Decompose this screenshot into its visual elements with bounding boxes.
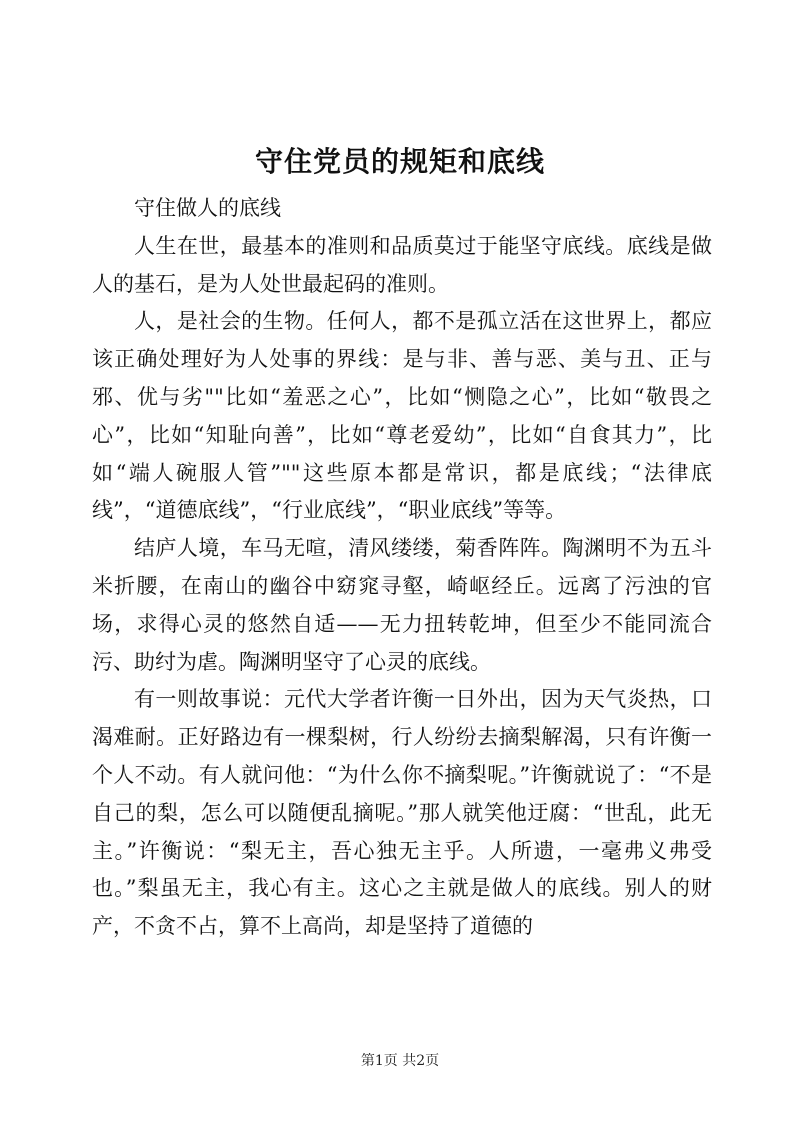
paragraph: 人，是社会的生物。任何人，都不是孤立活在这世界上，都应该正确处理好为人处事的界线：是与非、善与恶、美与丑、正与邪、优与劣""比如“羞恶之心”，比如“恻隐之心”，比如“敬畏之心”，比如“知耻向善”，比如“尊老爱幼”，比如“自食其力”，比如“端人碗服人管”""这些原本都是常识，都是底线；“法律底线”，“道德底线”，“行业底线”，“职业底线”等等。 [92, 309, 712, 523]
paragraph: 人生在世，最基本的准则和品质莫过于能坚守底线。底线是做人的基石，是为人处世最起码的准则。 [92, 233, 712, 296]
document-title: 守住党员的规矩和底线 [254, 145, 545, 178]
document-body [92, 190, 712, 946]
section-heading: 守住做人的底线 [134, 196, 281, 220]
paragraph: 结庐人境，车马无喧，清风缕缕，菊香阵阵。陶渊明不为五斗米折腰，在南山的幽谷中窈窕寻壑，崎岖经丘。远离了污浊的官场，求得心灵的悠然自适——无力扭转乾坤，但至少不能同流合污、助纣为虐。陶渊明坚守了心灵的底线。 [92, 536, 712, 674]
paragraph: 有一则故事说：元代大学者许衡一日外出，因为天气炎热，口渴难耐。正好路边有一棵梨树，行人纷纷去摘梨解渴，只有许衡一个人不动。有人就问他：“为什么你不摘梨呢。”许衡就说了：“不是自己的梨，怎么可以随便乱摘呢。”那人就笑他迂腐：“世乱，此无主。”许衡说：“梨无主，吾心独无主乎。人所遗，一毫弗义弗受也。”梨虽无主，我心有主。这心之主就是做人的底线。别人的财产，不贪不占，算不上高尚，却是坚持了道德的 [92, 687, 712, 939]
page-footer: 第1页 共2页 [360, 1053, 440, 1069]
